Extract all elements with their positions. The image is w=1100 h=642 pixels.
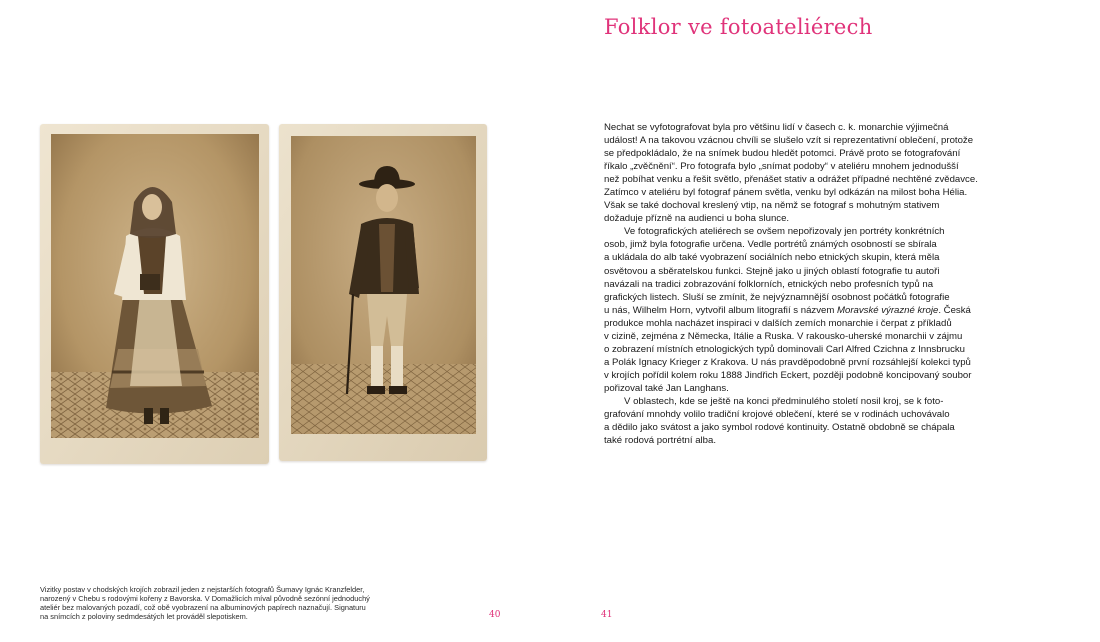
text-line: navázali na tradici zobrazování folklorních, etnických nebo profesních typů na bbox=[604, 278, 934, 290]
album-title: Moravské výrazné kroje bbox=[837, 304, 939, 316]
text-line: a dědilo jako svátost a jako symbol rodové kontinuity. Ostatně obdobně se chápala bbox=[604, 422, 955, 434]
text-run: u nás, Wilhelm Horn, vytvořil album litografií s názvem bbox=[604, 304, 837, 316]
text-line: grafických listech. Sluší se zmínit, že nejvýznamnější osobnost počátků fotografie bbox=[604, 291, 950, 303]
paragraph-1 bbox=[604, 121, 986, 225]
text-line: dožaduje přízně na audienci u boha slunce. bbox=[604, 213, 790, 225]
photo-man-in-costume bbox=[279, 124, 487, 461]
text-line: produkce mohla nacházet inspiraci v dalších zemích monarchie i čerpat z příkladů bbox=[604, 317, 952, 329]
text-line: a Polák Ignacy Krieger z Krakova. U nás pravděpodobně první rozsáhlejší kolekci typů bbox=[604, 356, 971, 368]
page-number-right: 41 bbox=[601, 610, 613, 620]
text-line: v cizině, zejména z Německa, Itálie a Ruska. V rakousko-uherské monarchii v zájmu bbox=[604, 330, 963, 342]
text-line: osob, jimž byla fotografie určena. Vedle portrétů známých osobností se sbírala bbox=[604, 239, 937, 251]
text-line: V oblastech, kde se ještě na konci předminulého století nosil kroj, se k foto- bbox=[624, 395, 944, 407]
page-number-left: 40 bbox=[489, 610, 501, 620]
text-line: osvětovou a sběratelskou funkci. Stejně jako u jiných oblastí fotografie tu autoři bbox=[604, 265, 940, 277]
text-line: také rodová portrétní alba. bbox=[604, 435, 716, 447]
photo-woman-in-costume bbox=[40, 124, 269, 464]
text-line: a ukládala do alb také vyobrazení sociálních nebo etnických skupin, která měla bbox=[604, 252, 940, 264]
text-line: grafování mnohdy volilo tradiční krojové oblečení, které se v rodinách uchovávalo bbox=[604, 409, 950, 421]
body-text bbox=[604, 121, 986, 447]
text-line: Však se také dochoval kreslený vtip, na němž se fotograf s mohutným stativem bbox=[604, 200, 940, 212]
text-line: v krojích pořídil kolem roku 1888 Jindřich Eckert, později podobně koncipovaný soubor bbox=[604, 369, 972, 381]
text-line: pořizoval také Jan Langhans. bbox=[604, 382, 729, 394]
photo-woman-image bbox=[40, 124, 269, 464]
text-line-with-title bbox=[604, 304, 986, 317]
chapter-title: Folklor ve fotoateliérech bbox=[604, 15, 873, 39]
paragraph-2 bbox=[604, 225, 986, 395]
text-line: říkalo „zvěčnění“. Pro fotografa bylo „snímat podoby“ v ateliéru mnohem jednodušší bbox=[604, 161, 959, 173]
photo-man-image bbox=[279, 124, 487, 461]
text-line: o zobrazení místních etnologických typů dominovali Carl Alfred Czichna z Innsbrucku bbox=[604, 343, 966, 355]
text-line: Zatímco v ateliéru byl fotograf pánem světla, venku byl odkázán na milost boha Hélia. bbox=[604, 187, 968, 199]
photo-caption: Vizitky postav v chodských krojích zobrazil jeden z nejstarších fotografů Šumavy Ignác Kranzfelder, narozený v Chebu s rodovými kořeny z Bavorska. V Domažlicích míval původně sezónní jednoduchý ateliér bez malovaných pozadí, což obě vyobrazení na albuminových papírech naznačují. Signaturu na snímcích z poloviny sedmdesátých let prováděl slepotiskem. bbox=[40, 585, 370, 622]
text-line: se předpokládalo, že na snímek budou hledět potomci. Právě proto se fotografování bbox=[604, 148, 961, 160]
text-line: Nechat se vyfotografovat byla pro většinu lidí v časech c. k. monarchie výjimečná bbox=[604, 122, 949, 133]
text-line: než pobíhat venku a řešit světlo, přenášet stativ a odrážet případné nechtěné zvědavce. bbox=[604, 174, 978, 186]
text-line: událost! A na takovou vzácnou chvíli se slušelo vzít si reprezentativní oblečení, protože bbox=[604, 135, 974, 147]
text-run: . Česká bbox=[938, 304, 971, 316]
text-line: Ve fotografických ateliérech se ovšem nepořizovaly jen portréty konkrétních bbox=[624, 226, 945, 238]
paragraph-3 bbox=[604, 395, 986, 447]
